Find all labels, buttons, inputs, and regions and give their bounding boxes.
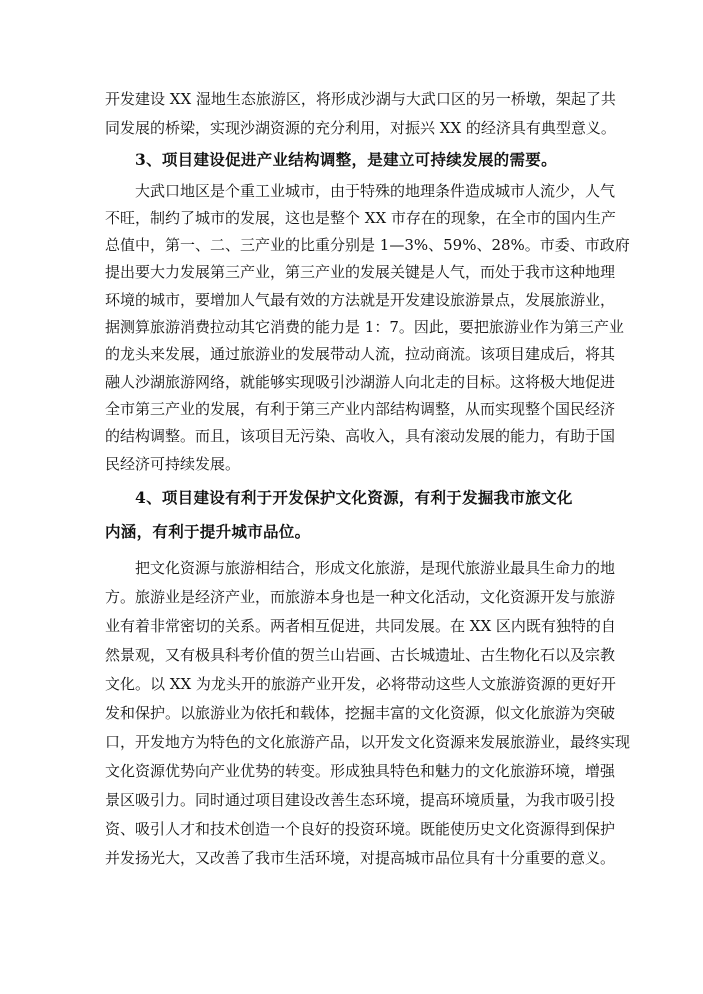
text-line: 然景观，又有极具科考价值的贺兰山岩画、古长城遗址、古生物化石以及宗教 — [105, 646, 616, 664]
text-line: 全市第三产业的发展，有利于第三产业内部结构调整，从而实现整个国民经济 — [105, 400, 616, 418]
text-line: 的龙头来发展，通过旅游业的发展带动人流，拉动商流。该项目建成后，将其 — [105, 345, 616, 363]
text-line: 民经济可持续发展。 — [105, 455, 241, 473]
section-heading-3: 3、项目建设促进产业结构调整，是建立可持续发展的需要。 — [135, 150, 557, 169]
heading-line: 4、项目建设有利于开发保护文化资源，有利于发掘我市旅文化 — [135, 488, 573, 507]
text-line: 开发建设 XX 湿地生态旅游区，将形成沙湖与大武口区的另一桥墩，架起了共 — [105, 90, 616, 108]
text-line: 不旺，制约了城市的发展，这也是整个 XX 市存在的现象，在全市的国内生产 — [105, 209, 616, 227]
text-line: 环境的城市，要增加人气最有效的方法就是开发建设旅游景点，发展旅游业， — [105, 291, 616, 309]
text-line: 资、吸引人才和技术创造一个良好的投资环境。既能使历史文化资源得到保护 — [105, 820, 616, 838]
text-line: 把文化资源与旅游相结合，形成文化旅游，是现代旅游业最具生命力的地 — [135, 559, 616, 577]
text-line: 同发展的桥梁，实现沙湖资源的充分利用，对振兴 XX 的经济具有典型意义。 — [105, 119, 616, 137]
text-line: 提出要大力发展第三产业，第三产业的发展关键是人气，而处于我市这种地理 — [105, 263, 616, 281]
text-line: 文化。以 XX 为龙头开的旅游产业开发，必将带动这些人文旅游资源的更好开 — [105, 675, 616, 693]
text-line: 业有着非常密切的关系。两者相互促进，共同发展。在 XX 区内既有独特的自 — [105, 617, 616, 635]
text-line: 的结构调整。而且，该项目无污染、高收入，具有滚动发展的能力，有助于国 — [105, 427, 616, 445]
text-line: 口，开发地方为特色的文化旅游产品，以开发文化资源来发展旅游业，最终实现 — [105, 733, 631, 751]
text-line: 景区吸引力。同时通过项目建设改善生态环境，提高环境质量，为我市吸引投 — [105, 791, 616, 809]
heading-line: 内涵，有利于提升城市品位。 — [105, 522, 311, 541]
text-line: 文化资源优势向产业优势的转变。形成独具特色和魅力的文化旅游环境，增强 — [105, 762, 616, 780]
text-line: 发和保护。以旅游业为依托和载体，挖掘丰富的文化资源，似文化旅游为突破 — [105, 704, 616, 722]
text-line: 方。旅游业是经济产业，而旅游本身也是一种文化活动，文化资源开发与旅游 — [105, 588, 616, 606]
text-line: 据测算旅游消费拉动其它消费的能力是 1：7。因此，要把旅游业作为第三产业 — [105, 318, 624, 336]
text-line: 融人沙湖旅游网络，就能够实现吸引沙湖游人向北走的目标。这将极大地促进 — [105, 373, 616, 391]
text-line: 并发扬光大，又改善了我市生活环境，对提高城市品位具有十分重要的意义。 — [105, 849, 616, 867]
text-line: 大武口地区是个重工业城市，由于特殊的地理条件造成城市人流少，人气 — [135, 182, 616, 200]
text-line: 总值中，第一、二、三产业的比重分别是 1—3%、59%、28%。市委、市政府 — [105, 236, 630, 254]
